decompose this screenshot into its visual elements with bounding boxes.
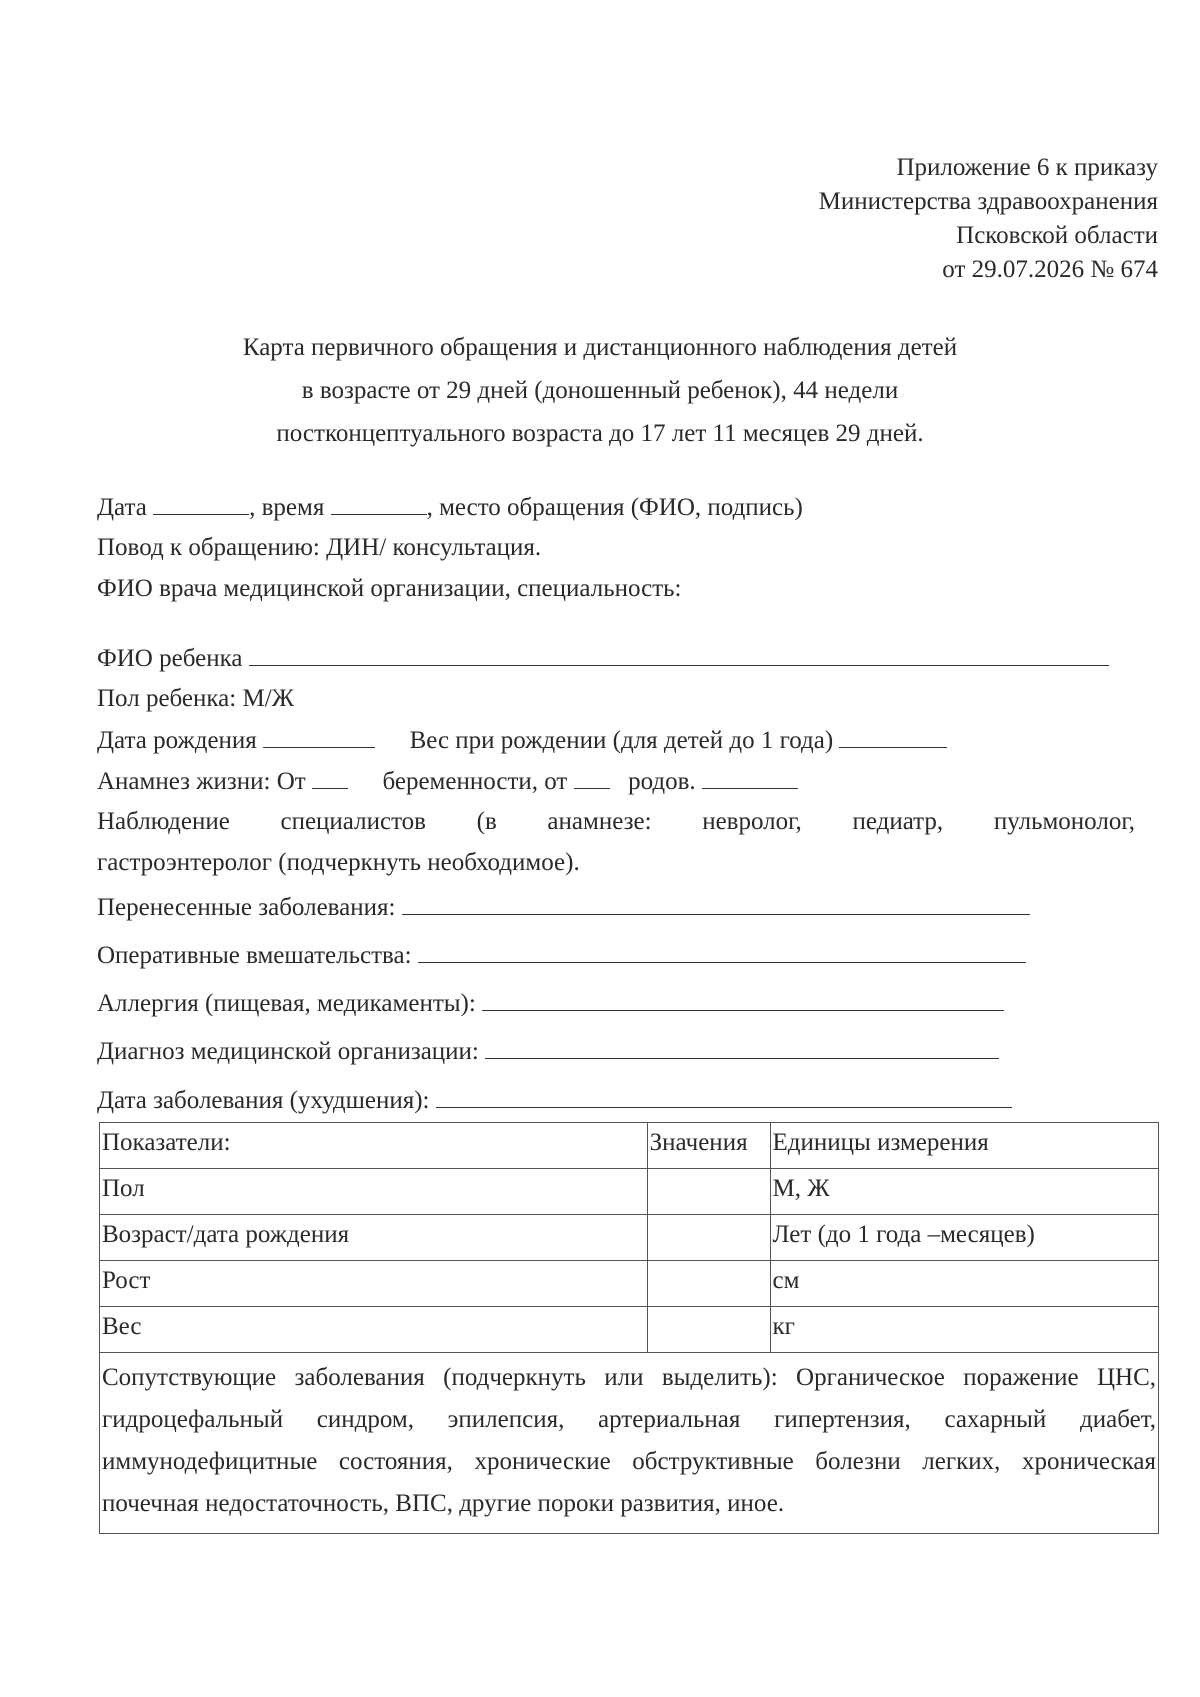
past-diseases-blank[interactable]: [402, 890, 1030, 915]
surgeries-line: [97, 938, 1026, 972]
date-label: Дата: [97, 494, 147, 521]
observation-line-1: Наблюдение специалистов (в анамнезе: невролог, педиатр, пульмонолог,: [97, 808, 1135, 835]
child-name-blank[interactable]: [249, 641, 1109, 666]
surgeries-label: Оперативные вмешательства:: [97, 942, 412, 969]
anamnesis-blank[interactable]: [702, 764, 798, 789]
child-name-line: [97, 641, 1109, 675]
anamnesis-line: [97, 764, 798, 798]
anamnesis-label-b: беременности, от: [382, 768, 568, 795]
disease-date-label: Дата заболевания (ухудшения):: [97, 1087, 430, 1114]
observation-line-2: гастроэнтеролог (подчеркнуть необходимое).: [97, 849, 580, 876]
child-sex-line: Пол ребенка: М/Ж: [97, 685, 295, 712]
diagnosis-line: [97, 1034, 999, 1068]
row-age-label: Возраст/дата рождения: [100, 1215, 648, 1261]
allergy-blank[interactable]: [482, 986, 1004, 1011]
indicators-table: [99, 1122, 1159, 1534]
birth-date-blank[interactable]: [263, 723, 375, 748]
row-weight-units: кг: [770, 1307, 1158, 1353]
row-weight-value[interactable]: [647, 1307, 770, 1353]
surgeries-blank[interactable]: [418, 938, 1026, 963]
header-line-4: от 29.07.2026 № 674: [942, 256, 1158, 283]
date-blank[interactable]: [153, 490, 249, 515]
birth-date-label: Дата рождения: [97, 727, 257, 754]
birth-line: [97, 723, 947, 757]
row-sex-value[interactable]: [647, 1169, 770, 1215]
row-height-value[interactable]: [647, 1261, 770, 1307]
anamnesis-label-c: родов.: [628, 768, 696, 795]
document-title: [100, 326, 1100, 455]
birth-number-blank[interactable]: [574, 764, 610, 789]
time-blank[interactable]: [331, 490, 427, 515]
table-row: [100, 1169, 1159, 1215]
disease-date-blank[interactable]: [436, 1083, 1012, 1108]
header-indicators: Показатели:: [100, 1123, 648, 1169]
row-age-units: Лет (до 1 года –месяцев): [770, 1215, 1158, 1261]
diagnosis-blank[interactable]: [485, 1034, 999, 1059]
past-diseases-line: [97, 890, 1030, 924]
disease-date-line: [97, 1083, 1012, 1117]
pregnancy-number-blank[interactable]: [312, 764, 348, 789]
allergy-line: [97, 986, 1004, 1020]
child-name-label: ФИО ребенка: [97, 645, 243, 672]
table-row: [100, 1261, 1159, 1307]
table-header-row: [100, 1123, 1159, 1169]
comorbidities-row: [100, 1353, 1159, 1534]
row-sex-label: Пол: [100, 1169, 648, 1215]
order-header: [819, 151, 1158, 287]
place-label: , место обращения (ФИО, подпись): [426, 494, 803, 521]
title-line-1: Карта первичного обращения и дистанционного наблюдения детей: [242, 334, 958, 361]
doctor-line: ФИО врача медицинской организации, специальность:: [97, 575, 682, 602]
header-values: Значения: [647, 1123, 770, 1169]
title-line-3: постконцептуального возраста до 17 лет 11 месяцев 29 дней.: [276, 420, 924, 447]
birth-weight-blank[interactable]: [839, 723, 947, 748]
birth-weight-label: Вес при рождении (для детей до 1 года): [409, 727, 834, 754]
row-weight-label: Вес: [100, 1307, 648, 1353]
time-label: , время: [249, 494, 325, 521]
allergy-label: Аллергия (пищевая, медикаменты):: [97, 990, 476, 1017]
row-sex-units: М, Ж: [770, 1169, 1158, 1215]
row-height-label: Рост: [100, 1261, 648, 1307]
past-diseases-label: Перенесенные заболевания:: [97, 894, 396, 921]
header-line-2: Министерства здравоохранения: [818, 188, 1158, 215]
reason-line: Повод к обращению: ДИН/ консультация.: [97, 534, 542, 561]
row-height-units: см: [770, 1261, 1158, 1307]
diagnosis-label: Диагноз медицинской организации:: [97, 1038, 479, 1065]
header-line-3: Псковской области: [956, 222, 1158, 249]
comorbidities-text: Сопутствующие заболевания (подчеркнуть или выделить): Органическое поражение ЦНС, гидроцефальный синдром, эпилепсия, артериальная гипертензия, сахарный диабет, иммунодефицитные состояния, хронические обструктивные болезни легких, хроническая почечная недостаточность, ВПС, другие пороки развития, иное.: [100, 1353, 1159, 1534]
table-row: [100, 1215, 1159, 1261]
date-time-place-line: [97, 490, 803, 524]
table-row: [100, 1307, 1159, 1353]
anamnesis-label-a: Анамнез жизни: От: [97, 768, 306, 795]
header-units: Единицы измерения: [770, 1123, 1158, 1169]
title-line-2: в возрасте от 29 дней (доношенный ребенок), 44 недели: [301, 377, 899, 404]
header-line-1: Приложение 6 к приказу: [896, 154, 1158, 181]
row-age-value[interactable]: [647, 1215, 770, 1261]
